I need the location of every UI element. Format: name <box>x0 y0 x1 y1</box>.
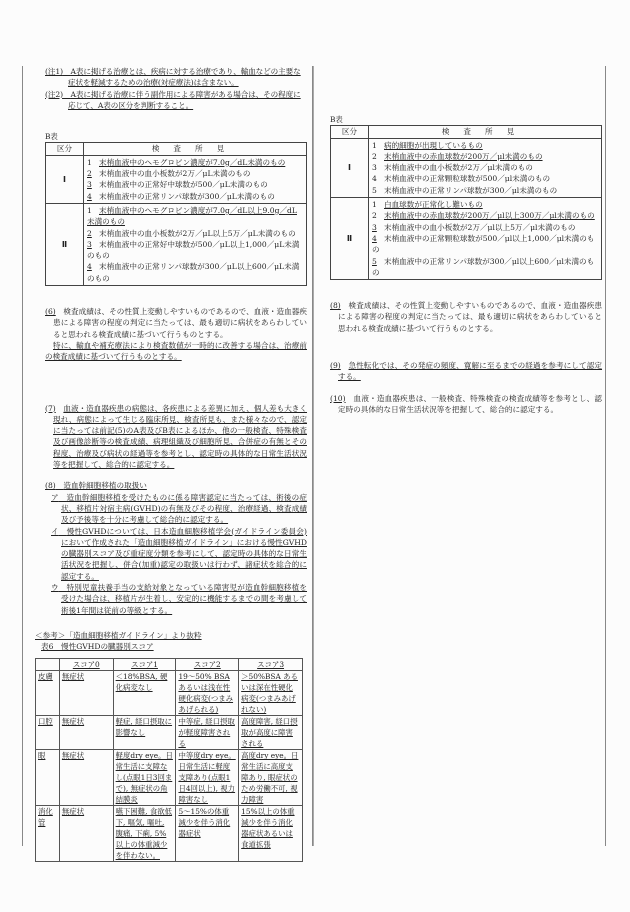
finding-item: 5 末梢血液中の正常リンパ球数が300／μl未満のもの <box>372 185 558 195</box>
table-b-label: B表 <box>330 115 343 124</box>
finding-item: 2 末梢血液中の血小板数が2万／μL以上5万／μL未満のもの <box>87 228 296 238</box>
finding-item: 3 末梢血液中の正常好中球数が500／μL以上1,000／μL未満のもの <box>87 239 300 261</box>
findings-cell <box>369 198 602 280</box>
paragraph-8-sub-i: イ 慢性GVHDについては、日本造血細胞移植学会(ガイドライン委員会)において作成された「造血細胞移植ガイドライン」における慢性GVHDの臓器別スコア及び重症度分類を参考にして、認定時の具体的な日常生活状況を把握し、併合(加重)認定の取扱いは行わず、諸症状を総合的に認定する。 <box>51 526 308 581</box>
kubun-cell: Ⅱ <box>46 203 84 285</box>
header-kubun: 区分 <box>331 126 369 138</box>
finding-item: 1 末梢血液中のヘモグロビン濃度が7.0g／dL以上9.0g／dL未満のもの <box>87 205 297 227</box>
paragraph-8-heading: (8) 造血幹細胞移植の取扱い <box>45 481 147 491</box>
kubun-cell: Ⅰ <box>46 155 84 203</box>
score-table-title: 表6 慢性GVHDの臓器別スコア <box>41 642 154 652</box>
table-row <box>46 155 307 203</box>
table-row <box>331 198 602 280</box>
paragraph-10: (10) 血液・造血器疾患は、一般検査、特殊検査の検査成績等を参考とし、認定時の具体的な日常生活状況等を把握して、総合的に認定する。 <box>330 393 603 414</box>
header-findings: 検査所見 <box>369 126 602 138</box>
organ-cell: 眼 <box>36 750 60 806</box>
note-text: A表に掲げる治療とは、疾病に対する治療であり、輸血などの主要な症状を軽減するための治療(対症療法)は含まない。 <box>68 67 301 88</box>
finding-item: 5 末梢血液中の正常リンパ球数が300／μl以上600／μl未満のもの <box>372 256 595 277</box>
header-score2: スコア2 <box>176 659 239 671</box>
note-1 <box>45 66 307 89</box>
right-margin-line <box>605 66 606 846</box>
table-b-right <box>330 125 602 280</box>
paragraph-6: (6) 検査成績は、その性質上変動しやすいものであるので、血液・造血器疾患による障害の程度の判定に当たっては、最も適切に病状をあらわしていると思われる検査成績に基づいて行うものとする。 <box>45 307 307 339</box>
left-column-revised <box>35 66 308 862</box>
finding-item: 4 末梢血液中の正常顆粒球数が500／μl以上1,000／μl未満のもの <box>372 233 595 255</box>
finding-item: 2 末梢血液中の血小板数が2万／μL未満のもの <box>87 169 251 179</box>
finding-item: 1 末梢血液中のヘモグロビン濃度が7.0g／dL未満のもの <box>87 157 286 167</box>
paragraph-7: (7) 血液・造血器疾患の病態は、各疾患による差異に加え、個人差も大きく現れ、病態によって生じる臨床所見、検査所見も、また様々なので、認定に当たっては前記(5)のA表及びB表によるほか、他の一般検査、特殊検査及び画像診断等の検査成績、病理組織及び細胞所見、合併症の有無とその程度、治療及び病状の経過等を参考とし、認定時の具体的な日常生活状況等を把握して、総合的に認定する。 <box>45 403 308 470</box>
header-findings: 検査所見 <box>84 143 307 155</box>
note-2 <box>45 89 307 112</box>
gvhd-score-table <box>35 658 303 862</box>
table-row: 眼 無症状 軽度dry eye。日常生活に支障なし(点眼1日3回まで), 無症状の角結膜炎 中等度dry eye。日常生活に軽度支障あり(点眼1日4回以上), 視力障害なし 高度dry eye。日常生活に高度支障あり, 眼症状のため労働不可, 視力障害 <box>36 750 303 806</box>
organ-cell: 皮膚 <box>36 671 60 716</box>
table-b-left <box>45 142 307 286</box>
organ-cell: 口腔 <box>36 716 60 750</box>
left-margin-line <box>22 66 23 846</box>
finding-item: 4 末梢血液中の正常リンパ球数が300／μL以上600／μL未満のもの <box>87 262 300 283</box>
finding-item: 2 末梢血液中の赤血球数が200万／μl以上300万／μl未満のもの <box>372 211 595 221</box>
finding-item: 1 病的細胞が出現しているもの <box>372 140 483 150</box>
header-score1: スコア1 <box>113 659 176 671</box>
right-column-current <box>330 66 602 415</box>
note-text: A表に掲げる治療に伴う副作用による障害がある場合は、その程度に応じて、A表の区分を判断すること。 <box>68 89 301 110</box>
finding-item: 4 末梢血液中の正常リンパ球数が300／μL未満のもの <box>87 191 275 201</box>
kubun-cell: Ⅰ <box>331 138 369 197</box>
paragraph-8: (8) 検査成績は、その性質上変動しやすいものであるので、血液・造血器疾患による障害の程度の判定に当たっては、最も適切に病状をあらわしていると思われる検査成績に基づいて行うものとする。 <box>330 301 602 333</box>
paragraph-8-sub-a: ア 造血幹細胞移植を受けたものに係る障害認定に当たっては、術後の症状、移植片対宿主病(GVHD)の有無及びその程度、治療経過、検査成績及び予後等を十分に考慮して総合的に認定する。 <box>51 492 308 525</box>
finding-item: 3 末梢血液中の血小板数が2万／μl未満のもの <box>372 163 533 173</box>
table-row: 口腔 無症状 軽症, 経口摂取に影響なし 中等症, 経口摂取が軽度障害される 高度障害, 経口摂取が高度に障害される <box>36 716 303 750</box>
column-divider-line <box>313 66 314 846</box>
paragraph-6-addition: 特に、輸血や補充療法により検査数値が一時的に改善する場合は、治療前の検査成績に基づいて行うものとする。 <box>45 340 307 362</box>
paragraph-8-sub-u: ウ 特別児童扶養手当の支給対象となっている障害児が造血幹細胞移植を受けた場合は、移植片が生着し、安定的に機能するまでの間を考慮して術後1年間は従前の等級とする。 <box>51 582 308 615</box>
finding-item: 3 末梢血液中の血小板数が2万／μl以上5万／μl未満のもの <box>372 222 576 232</box>
findings-cell <box>84 203 307 285</box>
note-label: (注1) <box>45 67 63 76</box>
header-kubun: 区分 <box>46 143 84 155</box>
table-row: 皮膚 無症状 ＜18%BSA, 硬化病変なし 19～50% BSAあるいは浅在性硬化病変(つまみあげられる) ＞50%BSA あるいは深在性硬化病変(つまみあげれない) <box>36 671 303 716</box>
note-label: (注2) <box>45 89 63 99</box>
reference-title: ＜参考＞「造血細胞移植ガイドライン」より抜粋 <box>35 630 202 640</box>
organ-cell: 消化管 <box>36 806 60 862</box>
header-score3: スコア3 <box>239 659 303 671</box>
finding-item: 3 末梢血液中の正常好中球数が500／μL未満のもの <box>87 180 268 190</box>
table-b-label: B表 <box>45 132 58 142</box>
finding-item: 1 白血球数が正常化し難いもの <box>372 200 483 210</box>
table-row: 消化管 無症状 嚥下困難, 食欲低下, 嘔気, 嘔吐, 腹痛, 下痢, 5%以上の体重減少を伴わない。 5～15%の体重減少を伴う消化器症状 15%以上の体重減少を伴う消化器症状あるいは食道拡張 <box>36 806 303 862</box>
kubun-cell: Ⅱ <box>331 198 369 280</box>
table-row <box>46 203 307 285</box>
findings-cell <box>84 155 307 203</box>
header-score0: スコア0 <box>59 659 113 671</box>
finding-item: 4 末梢血液中の正常顆粒球数が500／μl未満のもの <box>372 174 551 184</box>
finding-item: 2 末梢血液中の赤血球数が200万／μl未満のもの <box>372 151 543 161</box>
paragraph-9: (9) 急性転化では、その発症の頻度、寛解に至るまでの経過を参考にして認定する。 <box>330 361 603 382</box>
findings-cell <box>369 138 602 197</box>
table-row <box>331 138 602 197</box>
